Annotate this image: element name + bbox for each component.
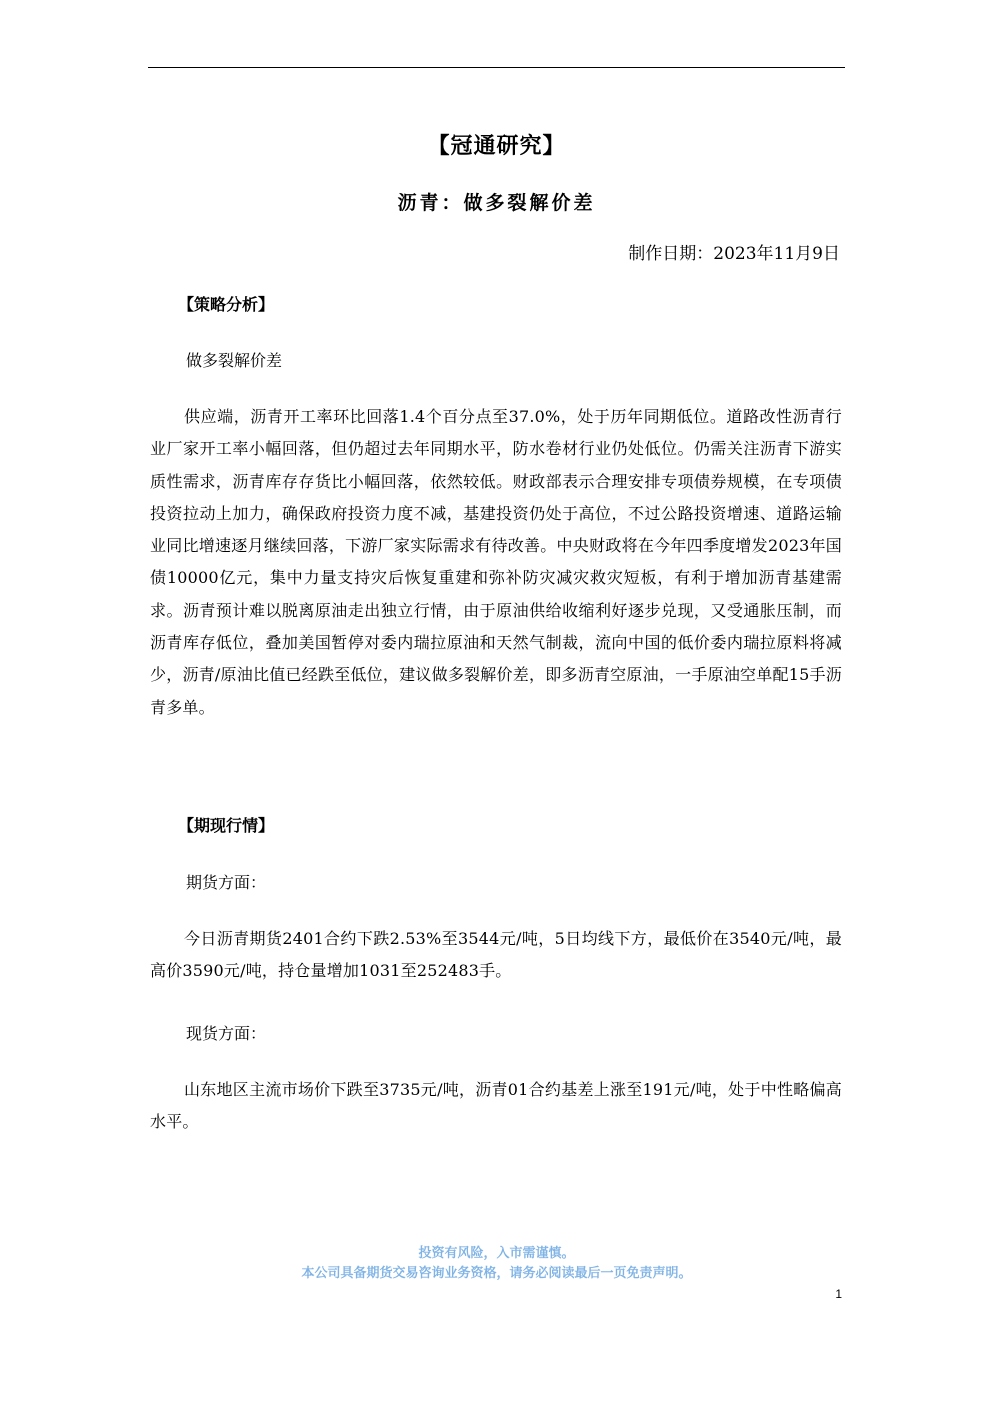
disclaimer-notice: 本公司具备期货交易咨询业务资格，请务必阅读最后一页免责声明。 bbox=[301, 1266, 692, 1281]
strategy-body: 供应端，沥青开工率环比回落1.4个百分点至37.0%，处于历年同期低位。道路改性沥青行业厂家开工率小幅回落，但仍超过去年同期水平，防水卷材行业仍处低位。仍需关注沥青下游实质性需求，沥青库存存货比小幅回落，依然较低。财政部表示合理安排专项债券规模，在专项债投资拉动上加力，确保政府投资力度不减，基建投资仍处于高位，不过公路投资增速、道路运输业同比增速逐月继续回落，下游厂家实际需求有待改善。中央财政将在今年四季度增发2023年国债10000亿元，集中力量支持灾后恢复重建和弥补防灾减灾救灾短板，有利于增加沥青基建需求。沥青预计难以脱离原油走出独立行情，由于原油供给收缩利好逐步兑现，又受通胀压制，而沥青库存低位，叠加美国暂停对委内瑞拉原油和天然气制裁，流向中国的低价委内瑞拉原料将减少，沥青/原油比值已经跌至低位，建议做多裂解价差，即多沥青空原油，一手原油空单配15手沥青多单。 bbox=[150, 407, 842, 717]
spot-body: 山东地区主流市场价下跌至3735元/吨，沥青01合约基差上涨至191元/吨，处于中性略偏高水平。 bbox=[150, 1080, 842, 1132]
futures-label: 期货方面： bbox=[186, 873, 267, 892]
header-divider bbox=[148, 67, 845, 68]
strategy-heading: 【策略分析】 bbox=[178, 295, 275, 314]
market-heading: 【期现行情】 bbox=[178, 816, 275, 835]
risk-warning: 投资有风险，入市需谨慎。 bbox=[418, 1246, 575, 1261]
document-title: 【冠通研究】 bbox=[427, 133, 566, 159]
publish-date: 制作日期：2023年11月9日 bbox=[628, 244, 840, 264]
document-subtitle: 沥青：做多裂解价差 bbox=[397, 192, 596, 214]
strategy-summary: 做多裂解价差 bbox=[186, 351, 283, 370]
futures-body: 今日沥青期货2401合约下跌2.53%至3544元/吨，5日均线下方，最低价在3540元/吨，最高价3590元/吨，持仓量增加1031至252483手。 bbox=[150, 929, 842, 981]
spot-label: 现货方面： bbox=[186, 1024, 267, 1043]
page-number: 1 bbox=[835, 1287, 842, 1301]
